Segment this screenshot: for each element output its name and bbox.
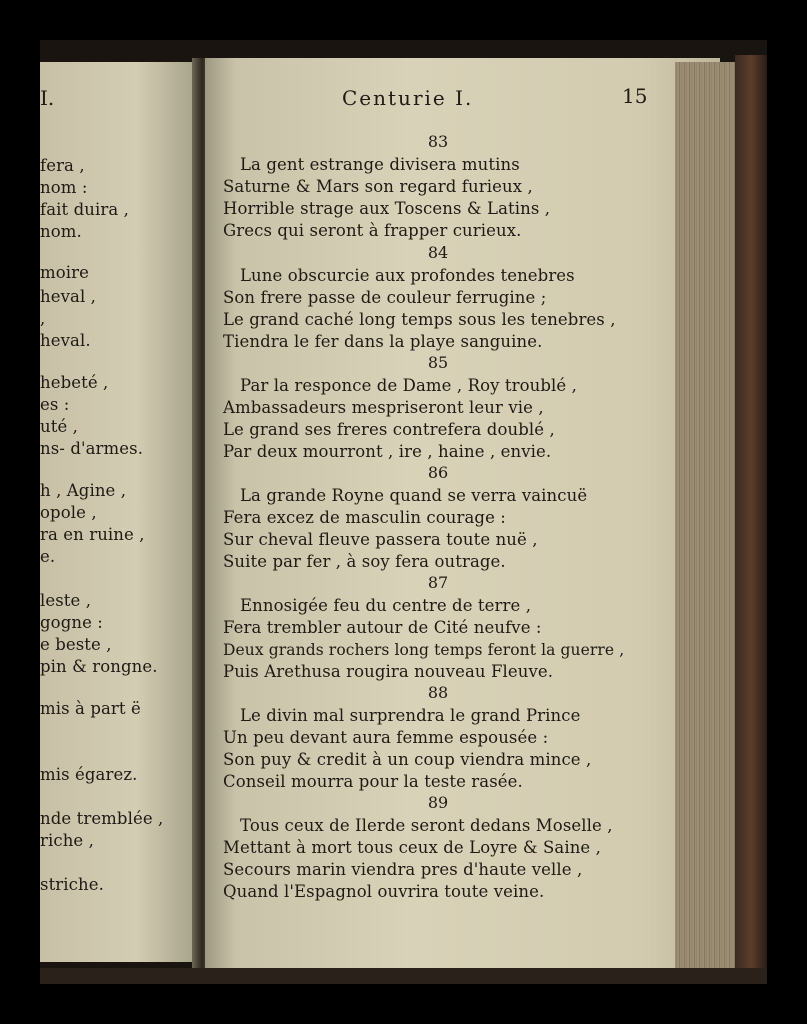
left-line: heval. — [40, 331, 91, 350]
left-running-head: I. — [40, 86, 55, 110]
verse-line: Son frere passe de couleur ferrugine ; — [223, 288, 547, 307]
left-line: gogne : — [40, 613, 103, 632]
verse-line: Quand l'Espagnol ouvrira toute veine. — [223, 882, 545, 901]
quatrain-number: 88 — [427, 683, 449, 702]
left-line: hebeté , — [40, 373, 109, 392]
left-line: leste , — [40, 591, 92, 610]
left-line: mis égarez. — [40, 765, 138, 784]
left-line: nde tremblée , — [40, 809, 164, 828]
left-line: riche , — [40, 831, 94, 850]
left-line: mis à part ë — [40, 699, 141, 718]
left-line: heval , — [40, 287, 97, 306]
quatrain-number: 86 — [427, 463, 449, 482]
verse-line: Lune obscurcie aux profondes tenebres — [240, 266, 575, 285]
left-line: moire — [40, 263, 90, 282]
left-line: h , Agine , — [40, 481, 127, 500]
verse-line: La grande Royne quand se verra vaincuë — [240, 486, 588, 505]
verse-line: Un peu devant aura femme espousée : — [223, 728, 549, 747]
left-line: opole , — [40, 503, 97, 522]
verse-line: Ennosigée feu du centre de terre , — [240, 596, 532, 615]
book-bottom — [40, 968, 767, 984]
left-line: ns- d'armes. — [40, 439, 144, 458]
left-line: e beste , — [40, 635, 112, 654]
verse-line: Le grand ses freres contrefera doublé , — [223, 420, 555, 439]
quatrain-number: 84 — [427, 243, 449, 262]
verse-line: Tous ceux de Ilerde seront dedans Moselle , — [240, 816, 613, 835]
page-title: Centurie I. — [342, 86, 474, 110]
quatrain-number: 85 — [427, 353, 449, 372]
verse-line: Mettant à mort tous ceux de Loyre & Saine , — [223, 838, 601, 857]
verse-line: Secours marin viendra pres d'haute velle , — [223, 860, 583, 879]
left-line: uté , — [40, 417, 79, 436]
verse-line: Fera trembler autour de Cité neufve : — [223, 618, 542, 637]
verse-line: Horrible strage aux Toscens & Latins , — [223, 199, 551, 218]
left-line: fait duira , — [40, 200, 129, 219]
verse-line: Son puy & credit à un coup viendra mince , — [223, 750, 592, 769]
verse-line: Tiendra le fer dans la playe sanguine. — [223, 332, 543, 351]
book-photo — [40, 40, 767, 984]
verse-line: Saturne & Mars son regard furieux , — [223, 177, 533, 196]
quatrain-number: 87 — [427, 573, 449, 592]
left-line: nom : — [40, 178, 88, 197]
verse-line: Fera excez de masculin courage : — [223, 508, 506, 527]
verse-line: Par la responce de Dame , Roy troublé , — [240, 376, 577, 395]
left-line: e. — [40, 547, 56, 566]
left-line: striche. — [40, 875, 104, 894]
verse-line: Grecs qui seront à frapper curieux. — [223, 221, 522, 240]
verse-line: Suite par fer , à soy fera outrage. — [223, 552, 506, 571]
left-line: pin & rongne. — [40, 657, 158, 676]
quatrain-number: 89 — [427, 793, 449, 812]
verse-line: La gent estrange divisera mutins — [240, 155, 520, 174]
left-line: ra en ruine , — [40, 525, 145, 544]
left-line: nom. — [40, 222, 82, 241]
verse-line: Sur cheval fleuve passera toute nuë , — [223, 530, 538, 549]
verse-line: Le divin mal surprendra le grand Prince — [240, 706, 581, 725]
left-line: , — [40, 309, 46, 328]
left-line: es : — [40, 395, 70, 414]
left-line: fera , — [40, 156, 85, 175]
verse-line: Puis Arethusa rougira nouveau Fleuve. — [223, 662, 554, 681]
verse-line: Par deux mourront , ire , haine , envie. — [223, 442, 552, 461]
quatrain-number: 83 — [427, 132, 449, 151]
page-number: 15 — [622, 84, 648, 108]
book-cover — [735, 55, 767, 984]
verse-line: Le grand caché long temps sous les tenebres , — [223, 310, 616, 329]
verse-line: Deux grands rochers long temps feront la guerre , — [223, 641, 625, 659]
verse-line: Ambassadeurs mespriseront leur vie , — [223, 398, 544, 417]
verse-line: Conseil mourra pour la teste rasée. — [223, 772, 523, 791]
